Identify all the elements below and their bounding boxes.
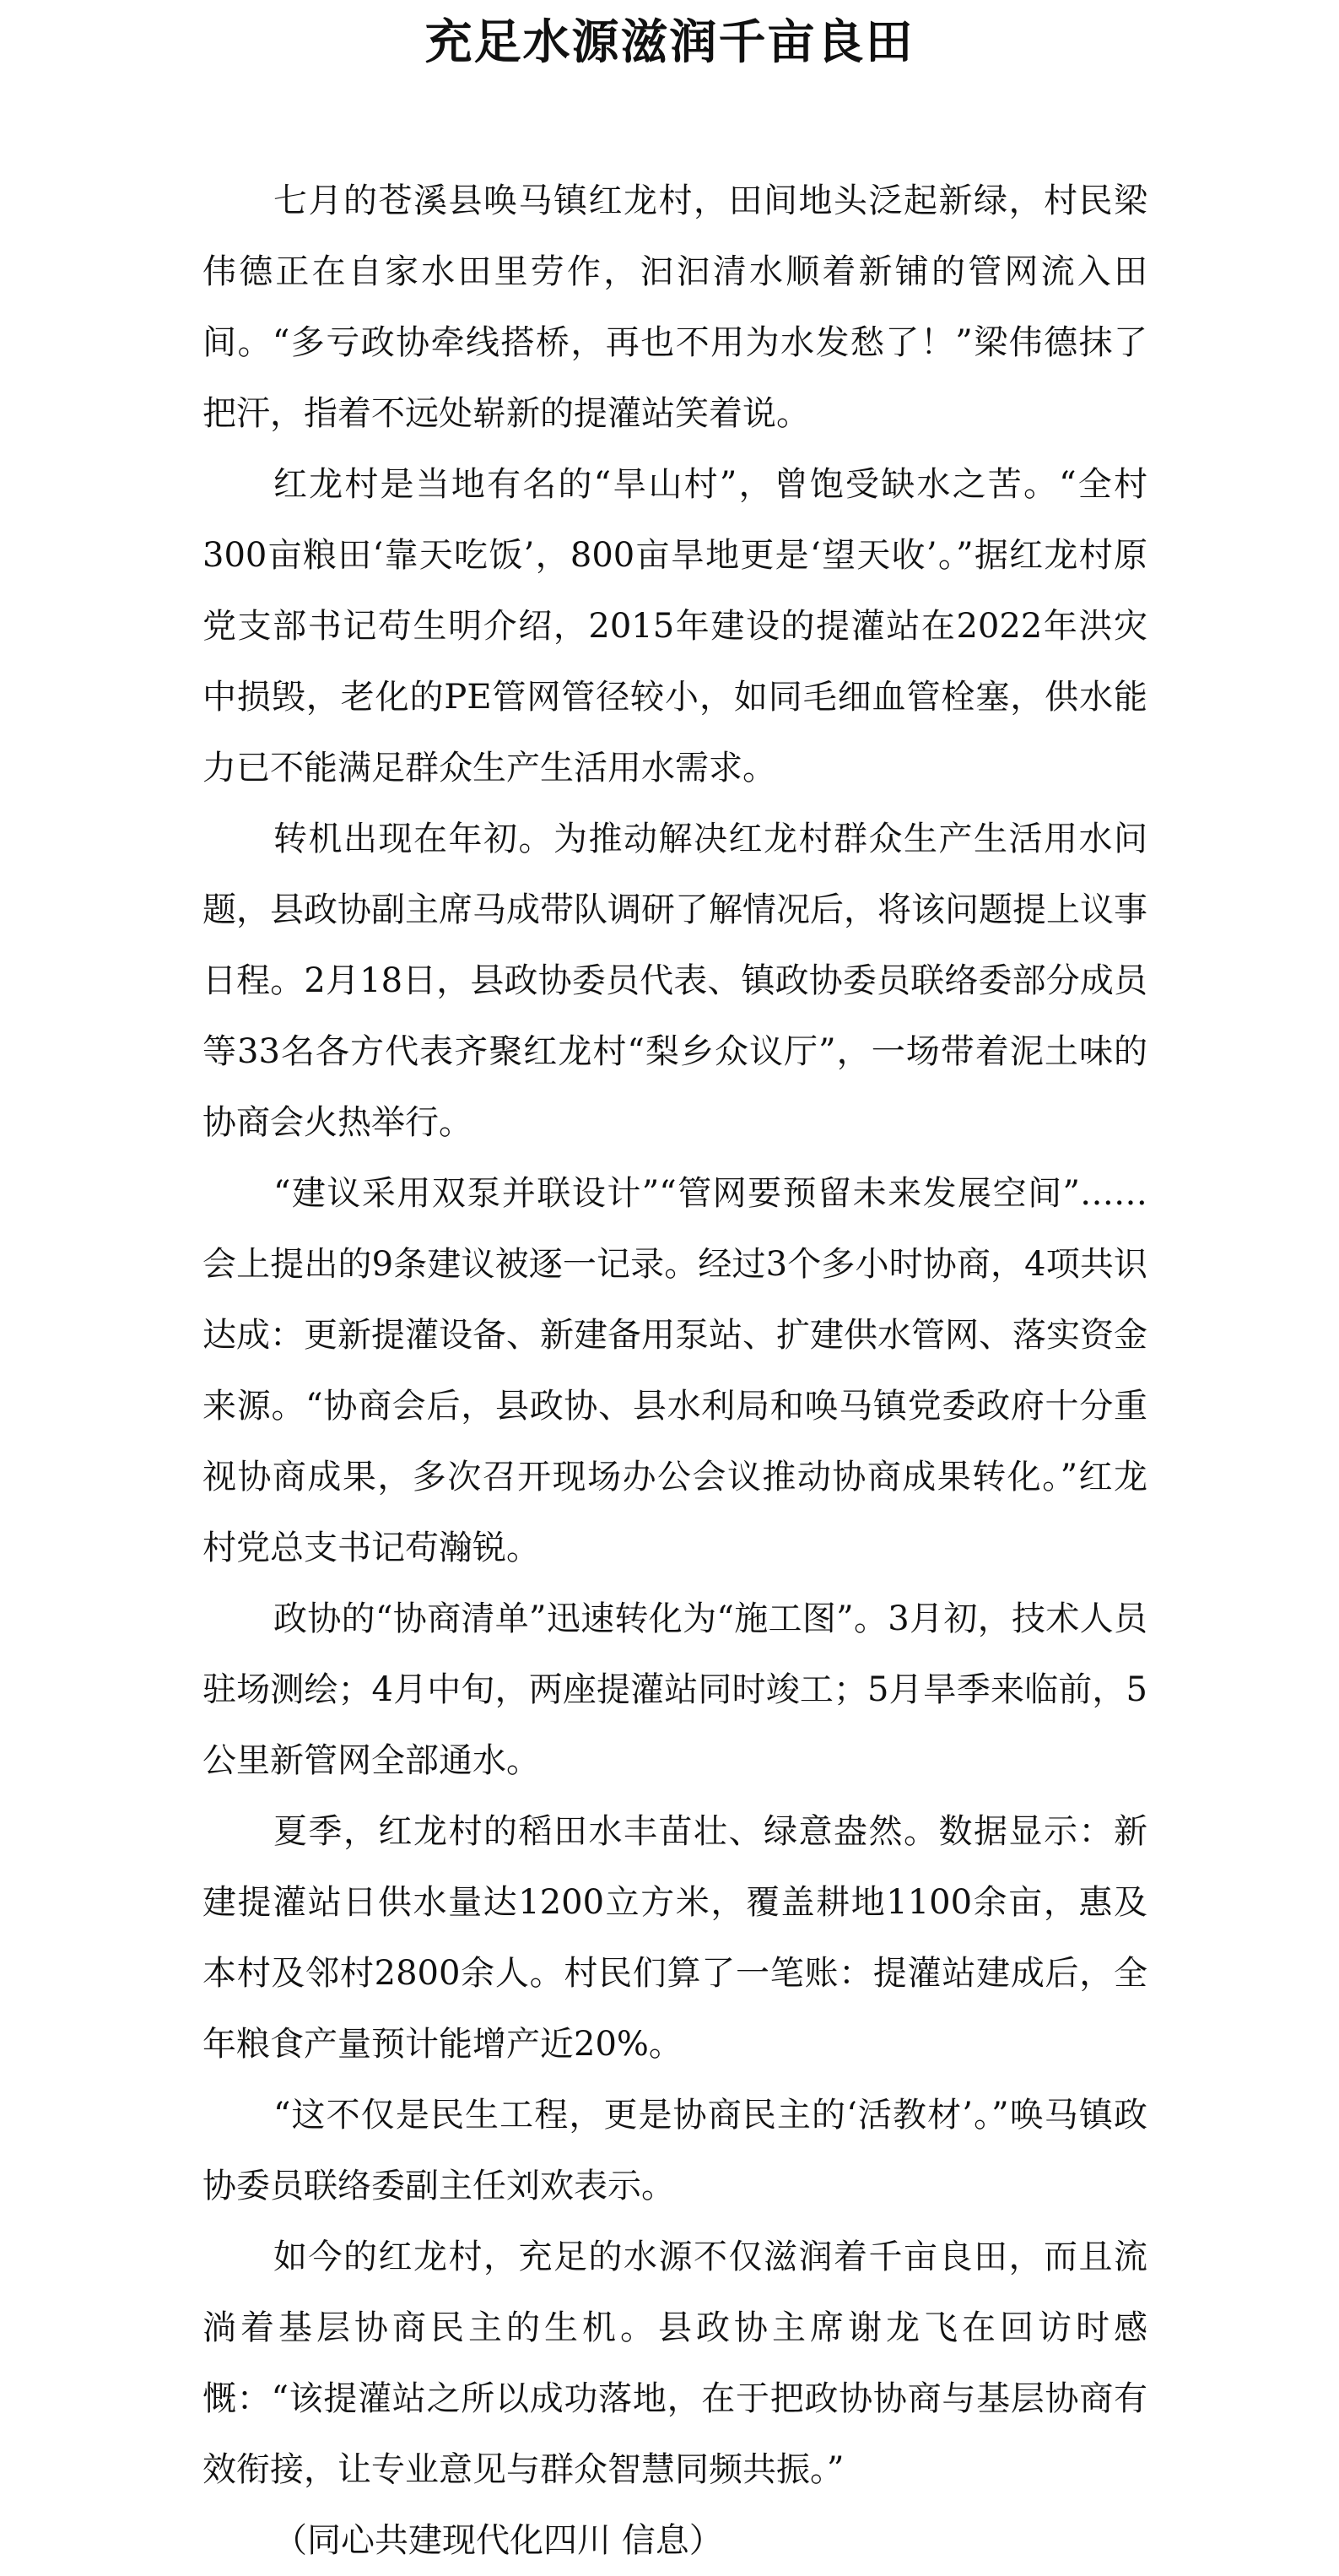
paragraph-7: “这不仅是民生工程，更是协商民主的‘活教材’。”唤马镇政协委员联络委副主任刘欢表示。 xyxy=(202,2096,1147,2205)
source-credit: （同心共建现代化四川 信息） xyxy=(273,2521,723,2560)
paragraph-4: “建议采用双泵并联设计”“管网要预留未来发展空间”……会上提出的9条建议被逐一记录。经过3个多小时协商，4项共识达成：更新提灌设备、新建备用泵站、扩建供水管网、落实资金来源。“协商会后，县政协、县水利局和唤马镇党委政府十分重视协商成果，多次召开现场办公会议推动协商成果转化。”红龙村党总支书记苟瀚锐。 xyxy=(202,1174,1147,1567)
paragraph-6: 夏季，红龙村的稻田水丰苗壮、绿意盎然。数据显示：新建提灌站日供水量达1200立方米，覆盖耕地1100余亩，惠及本村及邻村2800余人。村民们算了一笔账：提灌站建成后，全年粮食产量预计能增产近20%。 xyxy=(202,1812,1147,2064)
paragraph-8: 如今的红龙村，充足的水源不仅滋润着千亩良田，而且流淌着基层协商民主的生机。县政协主席谢龙飞在回访时感慨：“该提灌站之所以成功落地，在于把政协协商与基层协商有效衔接，让专业意见与群众智慧同频共振。” xyxy=(202,2238,1147,2489)
paragraph-2: 红龙村是当地有名的“旱山村”，曾饱受缺水之苦。“全村300亩粮田‘靠天吃饭’，800亩旱地更是‘望天收’。”据红龙村原党支部书记苟生明介绍，2015年建设的提灌站在2022年洪灾中损毁，老化的PE管网管径较小，如同毛细血管栓塞，供水能力已不能满足群众生产生活用水需求。 xyxy=(202,465,1147,787)
paragraph-5: 政协的“协商清单”迅速转化为“施工图”。3月初，技术人员驻场测绘；4月中旬，两座提灌站同时竣工；5月旱季来临前，5公里新管网全部通水。 xyxy=(202,1599,1147,1780)
article-title: 充足水源滋润千亩良田 xyxy=(424,14,915,70)
article-body xyxy=(202,165,1147,2576)
paragraph-3: 转机出现在年初。为推动解决红龙村群众生产生活用水问题，县政协副主席马成带队调研了解情况后，将该问题提上议事日程。2月18日，县政协委员代表、镇政协委员联络委部分成员等33名各方代表齐聚红龙村“梨乡众议厅”，一场带着泥土味的协商会火热举行。 xyxy=(202,820,1147,1142)
paragraph-1: 七月的苍溪县唤马镇红龙村，田间地头泛起新绿，村民梁伟德正在自家水田里劳作，汩汩清水顺着新铺的管网流入田间。“多亏政协牵线搭桥，再也不用为水发愁了！”梁伟德抹了把汗，指着不远处崭新的提灌站笑着说。 xyxy=(202,181,1147,433)
